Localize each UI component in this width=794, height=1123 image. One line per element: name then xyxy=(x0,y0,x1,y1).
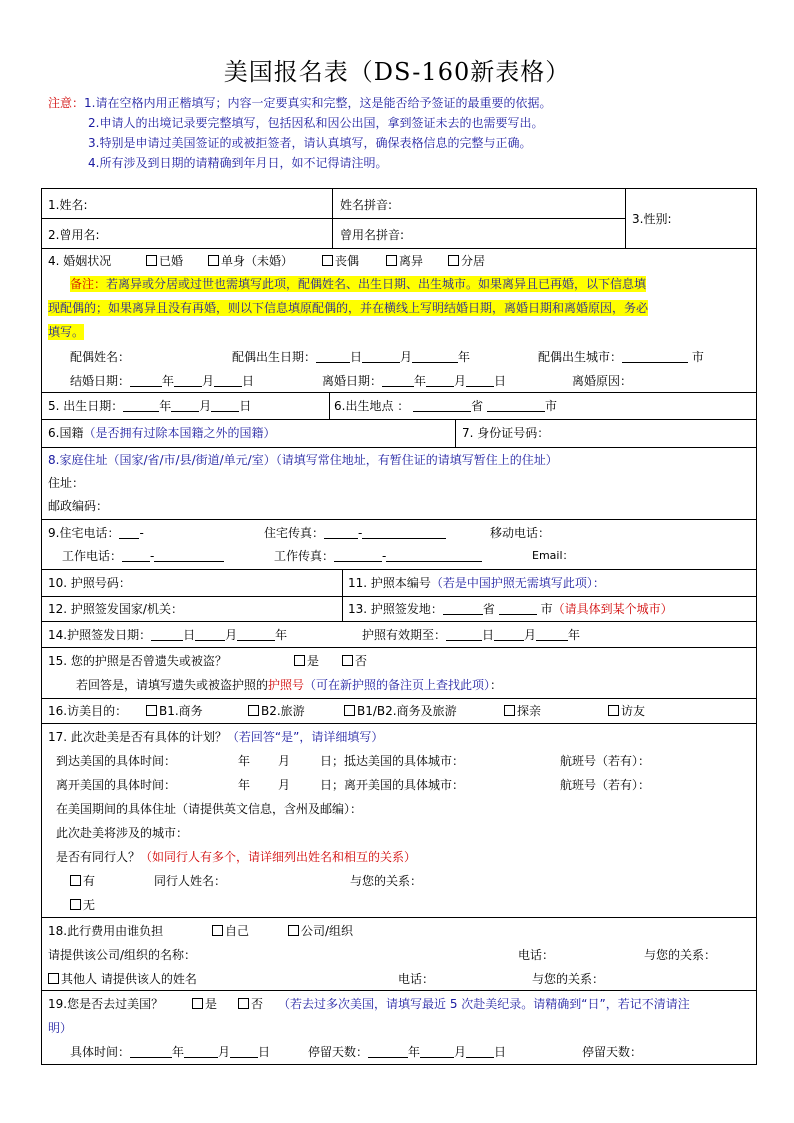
divorce-date-field[interactable]: 离婚日期： 年 月 日 xyxy=(322,374,507,388)
departure-city-field[interactable]: 日；离开美国的具体城市： xyxy=(320,778,465,792)
passport-issue-date-field[interactable]: 14.护照签发日期： 日 月 年 xyxy=(48,628,288,642)
former-pinyin-field[interactable]: 曾用名拼音: xyxy=(340,228,405,242)
other-phone-field[interactable]: 电话： xyxy=(398,972,435,986)
row-passport-dates xyxy=(42,622,756,648)
checkbox[interactable] xyxy=(238,998,249,1009)
row-passport xyxy=(42,570,756,622)
mobile-field[interactable]: 移动电话： xyxy=(490,526,551,540)
companion-question: 是否有同行人？（如同行人有多个，请详细列出姓名和相互的关系） xyxy=(56,850,417,864)
stay-days-field[interactable]: 停留天数： 年 月 日 xyxy=(308,1045,507,1059)
marital-label: 4. 婚姻状况 xyxy=(48,254,112,268)
work-phone-field[interactable]: 工作电话： - xyxy=(62,548,224,564)
passport-book-number-field[interactable]: 11. 护照本编号（若是中国护照无需填写此项）： xyxy=(348,576,605,590)
row-travel-plan: 17. 此次赴美是否有具体的计划？（若回答“是”，请详细填写） 到达美国的具体时间： 年 月 日；抵达美国的具体城市： 航班号（若有）： 离开美国的具体时间： 年 月 日；离开美国的具体城市： 航班号（若有）： 在美国期间的具体住址（请提供英文信息，含州及邮编）： 此次赴美将涉及的城市： 是否有同行人？（如同行人有多个，请详细列出姓名和相互的关系） 有 同行人姓名： 与您的关系： 无 xyxy=(42,724,756,918)
notes xyxy=(48,93,551,173)
checkbox[interactable] xyxy=(342,655,353,666)
checkbox[interactable] xyxy=(70,875,81,886)
checkbox[interactable] xyxy=(504,705,515,716)
arrival-time-field[interactable]: 到达美国的具体时间： xyxy=(56,754,177,768)
companion-yes[interactable]: 有 xyxy=(70,873,95,889)
visited-note-2: 明） xyxy=(48,1021,73,1035)
passport-number-field[interactable]: 10. 护照号码： xyxy=(48,576,131,590)
name-pinyin-field[interactable]: 姓名拼音: xyxy=(340,198,393,212)
cities-field[interactable]: 此次赴美将涉及的城市： xyxy=(56,826,189,840)
visited-yes[interactable]: 是 xyxy=(192,996,217,1012)
note-2: 2.申请人的出境记录要完整填写，包括因私和因公出国，拿到签证未去的也需要写出。 xyxy=(88,116,544,130)
spouse-name-field[interactable]: 配偶姓名： xyxy=(70,350,131,364)
checkbox[interactable] xyxy=(146,255,157,266)
opt-single[interactable]: 单身（未婚） xyxy=(208,253,293,269)
row-birth xyxy=(42,393,756,420)
name-field[interactable]: 1.姓名: xyxy=(48,198,88,212)
row-marital xyxy=(42,249,756,393)
checkbox[interactable] xyxy=(212,925,223,936)
company-name-field[interactable]: 请提供该公司/组织的名称： xyxy=(48,948,197,962)
row-phones xyxy=(42,520,756,570)
opt-separated[interactable]: 分居 xyxy=(448,253,485,269)
lost-follow-up[interactable]: 若回答是，请填写遗失或被盗护照的护照号（可在新护照的备注页上查找此项）： xyxy=(76,678,503,692)
nationality-field[interactable]: 6.国籍（是否拥有过除本国籍之外的国籍） xyxy=(48,426,276,440)
departure-time-field[interactable]: 离开美国的具体时间： xyxy=(56,778,177,792)
stay-days-field-2[interactable]: 停留天数： xyxy=(582,1045,643,1059)
row-names xyxy=(42,189,756,249)
purpose-friends[interactable]: 访友 xyxy=(608,703,645,719)
passport-issue-country-field[interactable]: 12. 护照签发国家/机关： xyxy=(48,602,183,616)
application-form xyxy=(41,188,757,1065)
row-lost-passport xyxy=(42,648,756,699)
page-title: 美国报名表（DS-160新表格） xyxy=(223,58,571,86)
work-fax-field[interactable]: 工作传真： - xyxy=(274,548,482,564)
expense-question: 18.此行费用由谁负担 xyxy=(48,924,164,938)
lost-passport-question: 15. 您的护照是否曾遗失或被盗？ xyxy=(48,654,227,668)
companion-name-field[interactable]: 同行人姓名： xyxy=(154,874,227,888)
passport-issue-place-field[interactable]: 13. 护照签发地： 省 市（请具体到某个城市） xyxy=(348,602,673,616)
opt-married[interactable]: 已婚 xyxy=(146,253,183,269)
marital-note-line-3: 填写。 xyxy=(48,325,85,339)
lost-no[interactable]: 否 xyxy=(342,653,367,669)
checkbox[interactable] xyxy=(70,899,81,910)
checkbox[interactable] xyxy=(608,705,619,716)
purpose-family[interactable]: 探亲 xyxy=(504,703,541,719)
company-phone-field[interactable]: 电话： xyxy=(518,948,555,962)
checkbox[interactable] xyxy=(294,655,305,666)
company-relation-field[interactable]: 与您的关系： xyxy=(644,948,717,962)
id-number-field[interactable]: 7. 身份证号码： xyxy=(462,426,550,440)
companion-relation-field[interactable]: 与您的关系： xyxy=(350,874,423,888)
divorce-reason-field[interactable]: 离婚原因： xyxy=(572,374,633,388)
marital-note-line-2: 现配偶的；如果离异且没有再婚，则以下信息填原配偶的，并在横线上写明结婚日期，离婚日期和离婚原因，务必 xyxy=(48,301,649,315)
companion-no[interactable]: 无 xyxy=(70,897,95,913)
row-expenses xyxy=(42,918,756,991)
plan-question: 17. 此次赴美是否有具体的计划？（若回答“是”，请详细填写） xyxy=(48,730,384,744)
checkbox[interactable] xyxy=(386,255,397,266)
purpose-b1b2[interactable]: B1/B2.商务及旅游 xyxy=(344,703,457,719)
expense-self[interactable]: 自己 xyxy=(212,923,249,939)
passport-expiry-field[interactable]: 护照有效期至： 日 月 年 xyxy=(362,628,581,642)
checkbox[interactable] xyxy=(248,705,259,716)
visited-no[interactable]: 否 xyxy=(238,996,263,1012)
arrival-city-field[interactable]: 日；抵达美国的具体城市： xyxy=(320,754,465,768)
row-previous-visits xyxy=(42,991,756,1064)
address-label: 8.家庭住址（国家/省/市/县/街道/单元/室）（请填写常住地址，有暂住证的请填写暂住上的住址） xyxy=(48,453,558,467)
checkbox[interactable] xyxy=(192,998,203,1009)
row-nationality xyxy=(42,420,756,448)
purpose-b1[interactable]: B1.商务 xyxy=(146,703,203,719)
former-name-field[interactable]: 2.曾用名: xyxy=(48,228,100,242)
email-field[interactable]: Email： xyxy=(532,549,574,562)
checkbox[interactable] xyxy=(48,973,59,984)
marital-note-line-1: 备注：若离异或分居或过世也需填写此项，配偶姓名、出生日期、出生城市。如果离异且已再婚，以下信息填 xyxy=(70,277,647,291)
visited-question: 19.您是否去过美国？ xyxy=(48,997,164,1011)
checkbox[interactable] xyxy=(344,705,355,716)
lost-yes[interactable]: 是 xyxy=(294,653,319,669)
checkbox[interactable] xyxy=(448,255,459,266)
visit-time-field[interactable]: 具体时间： 年 月 日 xyxy=(70,1045,271,1059)
opt-widowed[interactable]: 丧偶 xyxy=(322,253,359,269)
note-1: 1.请在空格内用正楷填写；内容一定要真实和完整，这是能否给予签证的最重要的依据。 xyxy=(84,96,552,110)
notes-label: 注意： xyxy=(48,96,85,110)
purpose-b2[interactable]: B2.旅游 xyxy=(248,703,305,719)
departure-flight-field[interactable]: 航班号（若有）： xyxy=(560,778,651,792)
opt-divorced[interactable]: 离异 xyxy=(386,253,423,269)
purpose-label: 16.访美目的： xyxy=(48,704,128,718)
home-fax-field[interactable]: 住宅传真： - xyxy=(264,525,446,541)
dob-field[interactable]: 5. 出生日期： 年 月 日 xyxy=(48,399,252,413)
marriage-date-field[interactable]: 结婚日期： 年 月 日 xyxy=(70,374,255,388)
expense-other[interactable]: 其他人 请提供该人的姓名 xyxy=(48,971,197,987)
postcode-field[interactable]: 邮政编码： xyxy=(48,499,109,513)
home-phone-field[interactable]: 9.住宅电话： - xyxy=(48,526,144,540)
checkbox[interactable] xyxy=(208,255,219,266)
arrival-flight-field[interactable]: 航班号（若有）： xyxy=(560,754,651,768)
checkbox[interactable] xyxy=(146,705,157,716)
spouse-dob-field[interactable]: 配偶出生日期： 日 月 年 xyxy=(232,350,471,364)
address-field[interactable]: 住址： xyxy=(48,476,85,490)
expense-company[interactable]: 公司/组织 xyxy=(288,923,353,939)
gender-field[interactable]: 3.性别: xyxy=(632,212,672,226)
row-purpose xyxy=(42,699,756,724)
checkbox[interactable] xyxy=(288,925,299,936)
checkbox[interactable] xyxy=(322,255,333,266)
spouse-city-field[interactable]: 配偶出生城市： 市 xyxy=(538,350,704,364)
us-address-field[interactable]: 在美国期间的具体住址（请提供英文信息，含州及邮编）： xyxy=(56,802,363,816)
visited-note-1: （若去过多次美国，请填写最近 5 次赴美纪录。请精确到“日”，若记不清请注 xyxy=(278,997,690,1011)
note-4: 4.所有涉及到日期的请精确到年月日，如不记得请注明。 xyxy=(88,156,388,170)
note-3: 3.特别是申请过美国签证的或被拒签者，请认真填写，确保表格信息的完整与正确。 xyxy=(88,136,532,150)
row-address xyxy=(42,448,756,520)
birthplace-field[interactable]: 6.出生地点 ： 省 市 xyxy=(334,399,557,413)
other-relation-field[interactable]: 与您的关系： xyxy=(532,972,605,986)
